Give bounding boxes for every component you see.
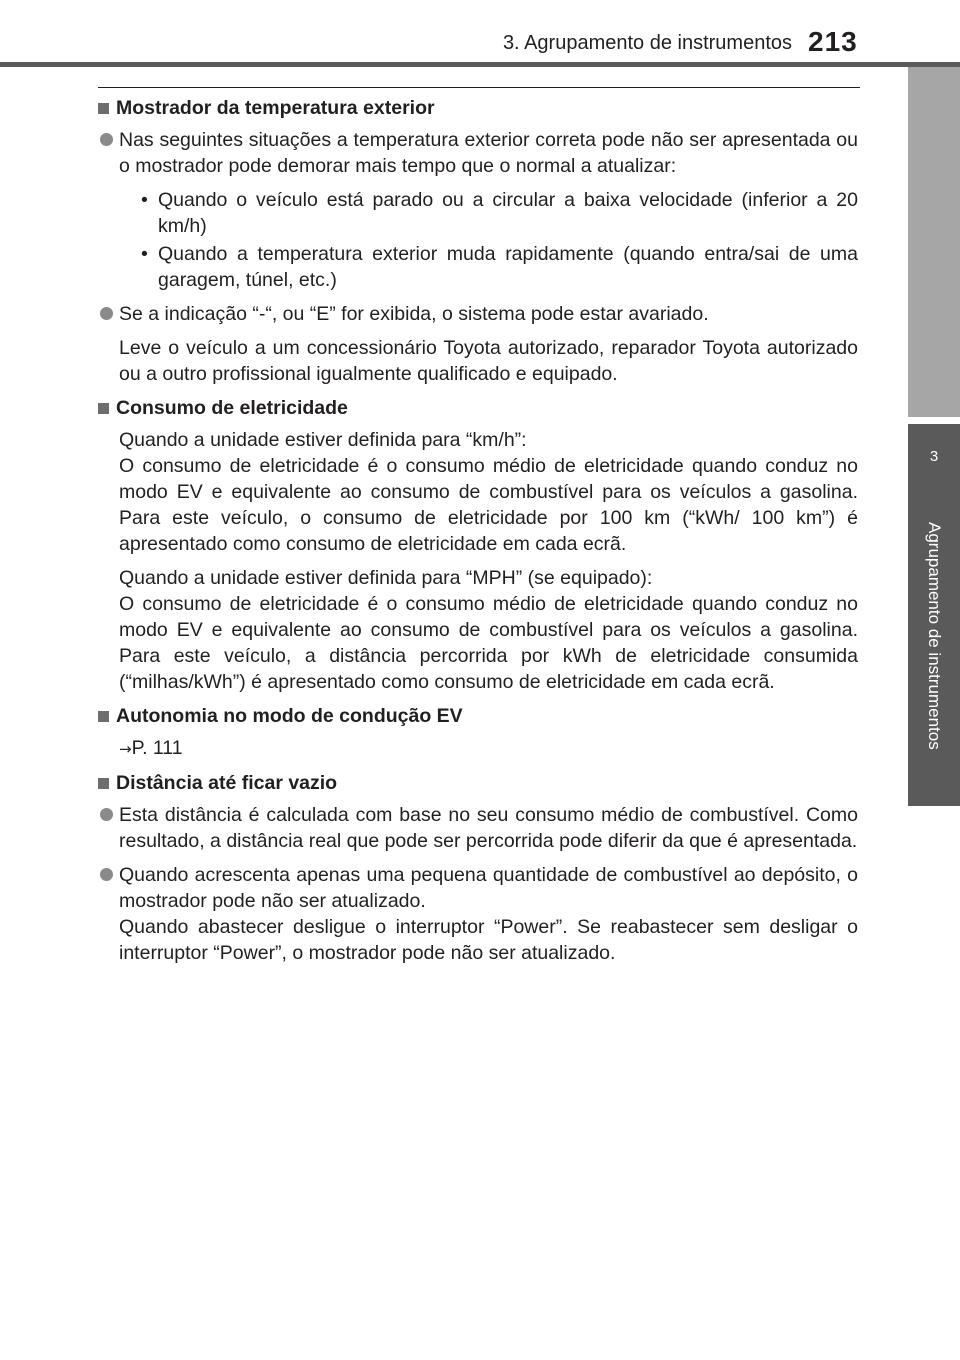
paragraph (98, 427, 858, 557)
item-note: Leve o veículo a um concessionário Toyota autorizado, reparador Toyota autorizado ou a outro profissional igualmente qualificado e equipado. (119, 337, 858, 385)
side-tab (908, 424, 960, 806)
list-item (98, 301, 858, 327)
section-heading (98, 95, 858, 121)
content-rule (98, 87, 860, 88)
square-bullet-icon (98, 403, 109, 414)
section-electricity-consumption (98, 395, 858, 695)
paragraph (98, 565, 858, 695)
square-bullet-icon (98, 778, 109, 789)
section-heading (98, 770, 858, 796)
paragraph-body: O consumo de eletricidade é o consumo médio de eletricidade quando conduz no modo EV e equivalente ao consumo de combustível para os veículos a gasolina. Para este veículo, o consumo de eletricidade por 100 km (“kWh/ 100 km”) é apresentado como consumo de eletricidade em cada ecrã. (119, 455, 858, 555)
sub-item-text: Quando a temperatura exterior muda rapidamente (quando entra/sai de uma garagem, túnel, etc.) (158, 243, 858, 291)
item-text: Nas seguintes situações a temperatura exterior correta pode não ser apresentada ou o mostrador pode demorar mais tempo que o normal a atualizar: (119, 129, 858, 177)
page-number: 213 (808, 26, 858, 57)
section-outside-temperature (98, 95, 858, 387)
side-tab-number: 3 (929, 448, 939, 465)
square-bullet-icon (98, 711, 109, 722)
section-heading (98, 703, 858, 729)
side-tab-top (908, 67, 960, 417)
heading-text: Autonomia no modo de condução EV (116, 705, 463, 727)
heading-text: Mostrador da temperatura exterior (116, 97, 435, 119)
heading-text: Consumo de eletricidade (116, 397, 348, 419)
page-content (98, 95, 858, 974)
list-item (98, 802, 858, 854)
section-ev-range (98, 703, 858, 762)
paragraph-line: Quando a unidade estiver definida para “km/h”: (119, 429, 527, 451)
list-item (98, 862, 858, 966)
item-text: Quando acrescenta apenas uma pequena quantidade de combustível ao depósito, o mostrador pode não ser atualizado. (119, 864, 858, 912)
side-tab-label: Agrupamento de instrumentos (925, 522, 944, 750)
header-title: 3. Agrupamento de instrumentos (502, 32, 792, 54)
sub-list-item (98, 187, 858, 239)
page-reference-link[interactable]: P. 111 (131, 737, 183, 759)
circle-bullet-icon (100, 868, 113, 881)
circle-bullet-icon (100, 808, 113, 821)
header-rule (0, 62, 960, 67)
section-distance-to-empty (98, 770, 858, 966)
sub-item-text: Quando o veículo está parado ou a circular a baixa velocidade (inferior a 20 km/h) (158, 189, 858, 237)
paragraph-line: Quando a unidade estiver definida para “MPH” (se equipado): (119, 567, 653, 589)
page-reference[interactable] (98, 735, 858, 762)
section-heading (98, 395, 858, 421)
item-text: Se a indicação “-“, ou “E” for exibida, o sistema pode estar avariado. (119, 303, 709, 325)
paragraph-body: O consumo de eletricidade é o consumo médio de eletricidade quando conduz no modo EV e equivalente ao consumo de combustível para os veículos a gasolina. Para este veículo, a distância percorrida por kWh de eletricidade consumida (“milhas/kWh”) é apresentado como consumo de eletricidade em cada ecrã. (119, 593, 858, 693)
item-text: Esta distância é calculada com base no seu consumo médio de combustível. Como resultado, a distância real que pode ser percorrida pode diferir da que é apresentada. (119, 804, 858, 852)
bullet-icon: • (141, 243, 148, 265)
arrow-right-icon: → (119, 740, 132, 758)
item-text: Quando abastecer desligue o interruptor “Power”. Se reabastecer sem desligar o interruptor “Power”, o mostrador pode não ser atualizado. (119, 916, 858, 964)
circle-bullet-icon (100, 133, 113, 146)
square-bullet-icon (98, 103, 109, 114)
list-item (98, 127, 858, 179)
bullet-icon: • (141, 189, 148, 211)
sub-list-item (98, 241, 858, 293)
heading-text: Distância até ficar vazio (116, 772, 338, 794)
circle-bullet-icon (100, 307, 113, 320)
